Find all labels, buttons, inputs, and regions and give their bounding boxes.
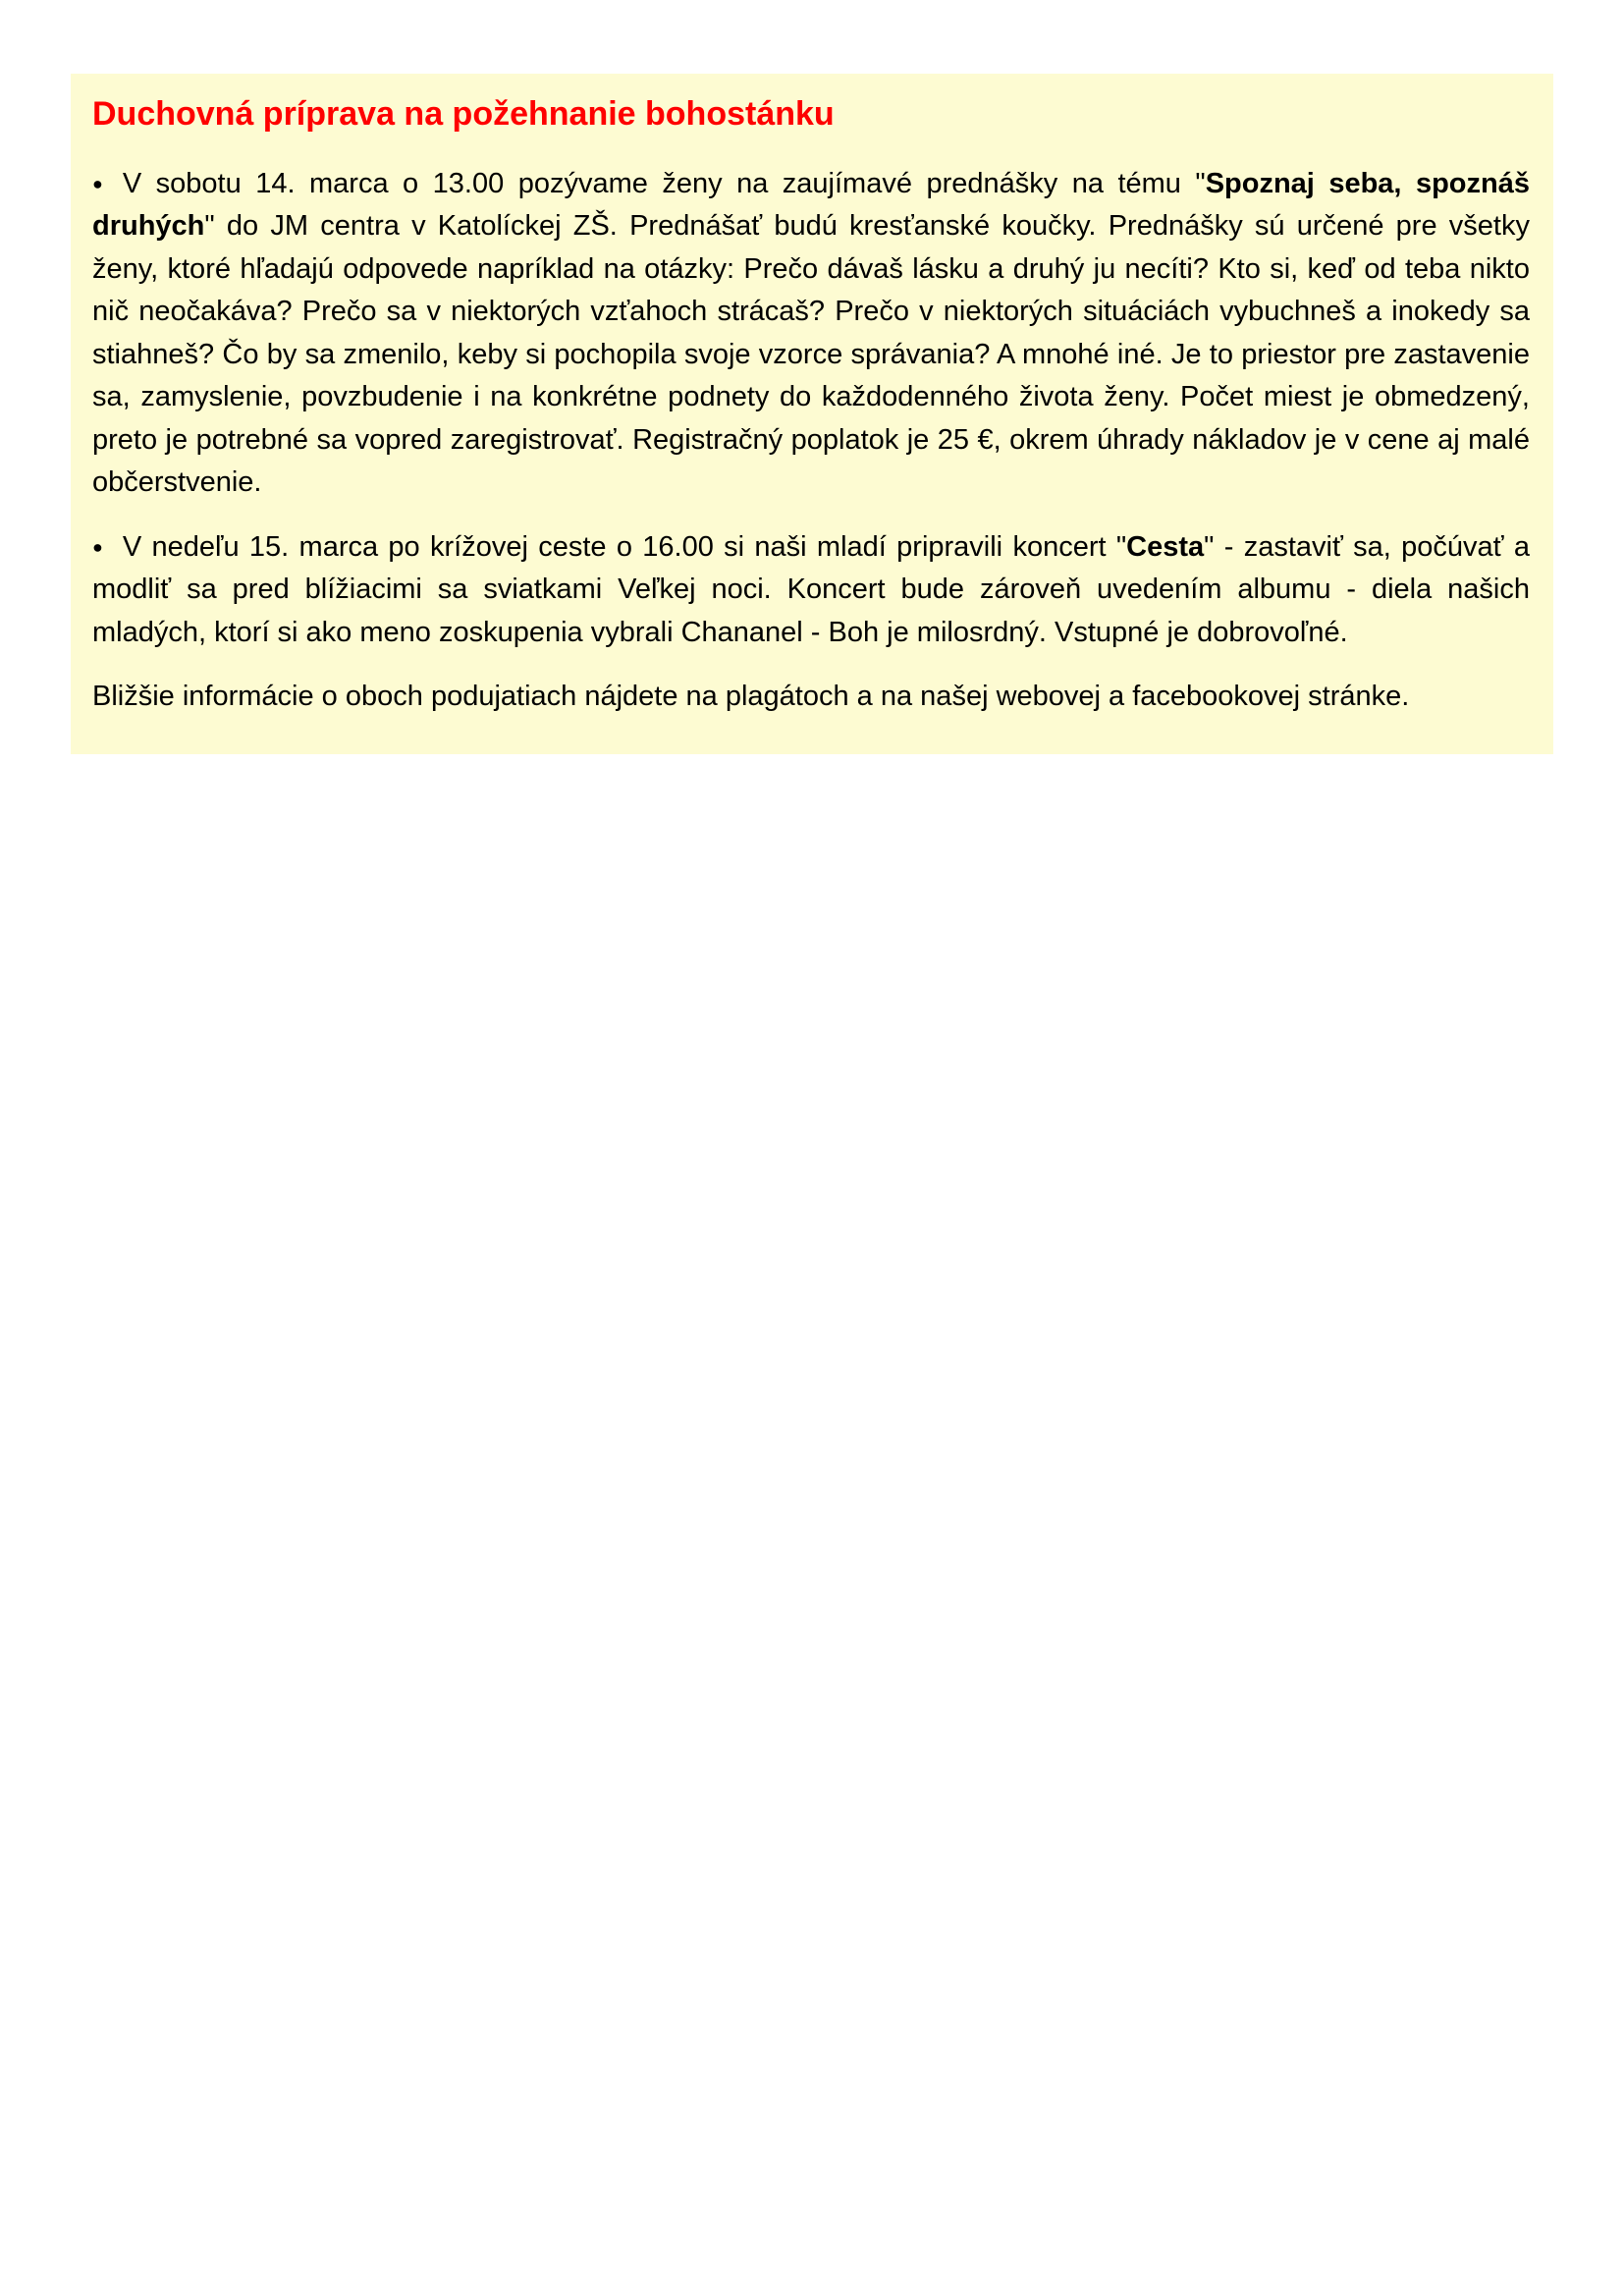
highlighted-announcement-box [71, 74, 1553, 754]
bullet-icon: ● [92, 173, 103, 193]
text-segment: Bližšie informácie o oboch podujatiach nájdete na plagátoch a na našej webovej a facebookovej stránke. [92, 681, 1410, 712]
text-segment: Cesta [1126, 530, 1205, 563]
paragraph [92, 676, 1530, 719]
paragraphs-container [92, 163, 1530, 719]
text-segment: V nedeľu 15. marca po krížovej ceste o 16.00 si naši mladí pripravili koncert " [122, 530, 1127, 563]
text-segment: Spoznaj seba, spoznáš druhých [92, 167, 1530, 242]
bullet-icon: ● [92, 536, 103, 557]
text-segment: V sobotu 14. marca o 13.00 pozývame ženy na zaujímavé prednášky na tému " [122, 167, 1206, 199]
paragraph [92, 163, 1530, 505]
text-segment: " do JM centra v Katolíckej ZŠ. Prednášať budú kresťanské koučky. Prednášky sú určené pre všetky ženy, ktoré hľadajú odpovede napríklad na otázky: Prečo dávaš lásku a druhý ju necíti? Kto si, keď od teba nikto nič neočakáva? Prečo sa v niektorých vzťahoch strácaš? Prečo v niektorých situáciách vybuchneš a inokedy sa stiahneš? Čo by sa zmenilo, keby si pochopila svoje vzorce správania? A mnohé iné. Je to priestor pre zastavenie sa, zamyslenie, povzbudenie i na konkrétne podnety do každodenného života ženy. Počet miest je obmedzený, preto je potrebné sa vopred zaregistrovať. Registračný poplatok je 25 €, okrem úhrady nákladov je v cene aj malé občerstvenie. [92, 210, 1530, 498]
text-segment: " - zastaviť sa, počúvať a modliť sa pred blížiacimi sa sviatkami Veľkej noci. Koncert bude zároveň uvedením albumu - diela našich mladých, ktorí si ako meno zoskupenia vybrali Chananel - Boh je milosrdný. Vstupné je dobrovoľné. [92, 530, 1530, 648]
paragraph [92, 526, 1530, 655]
section-heading: Duchovná príprava na požehnanie bohostánku [92, 95, 835, 133]
